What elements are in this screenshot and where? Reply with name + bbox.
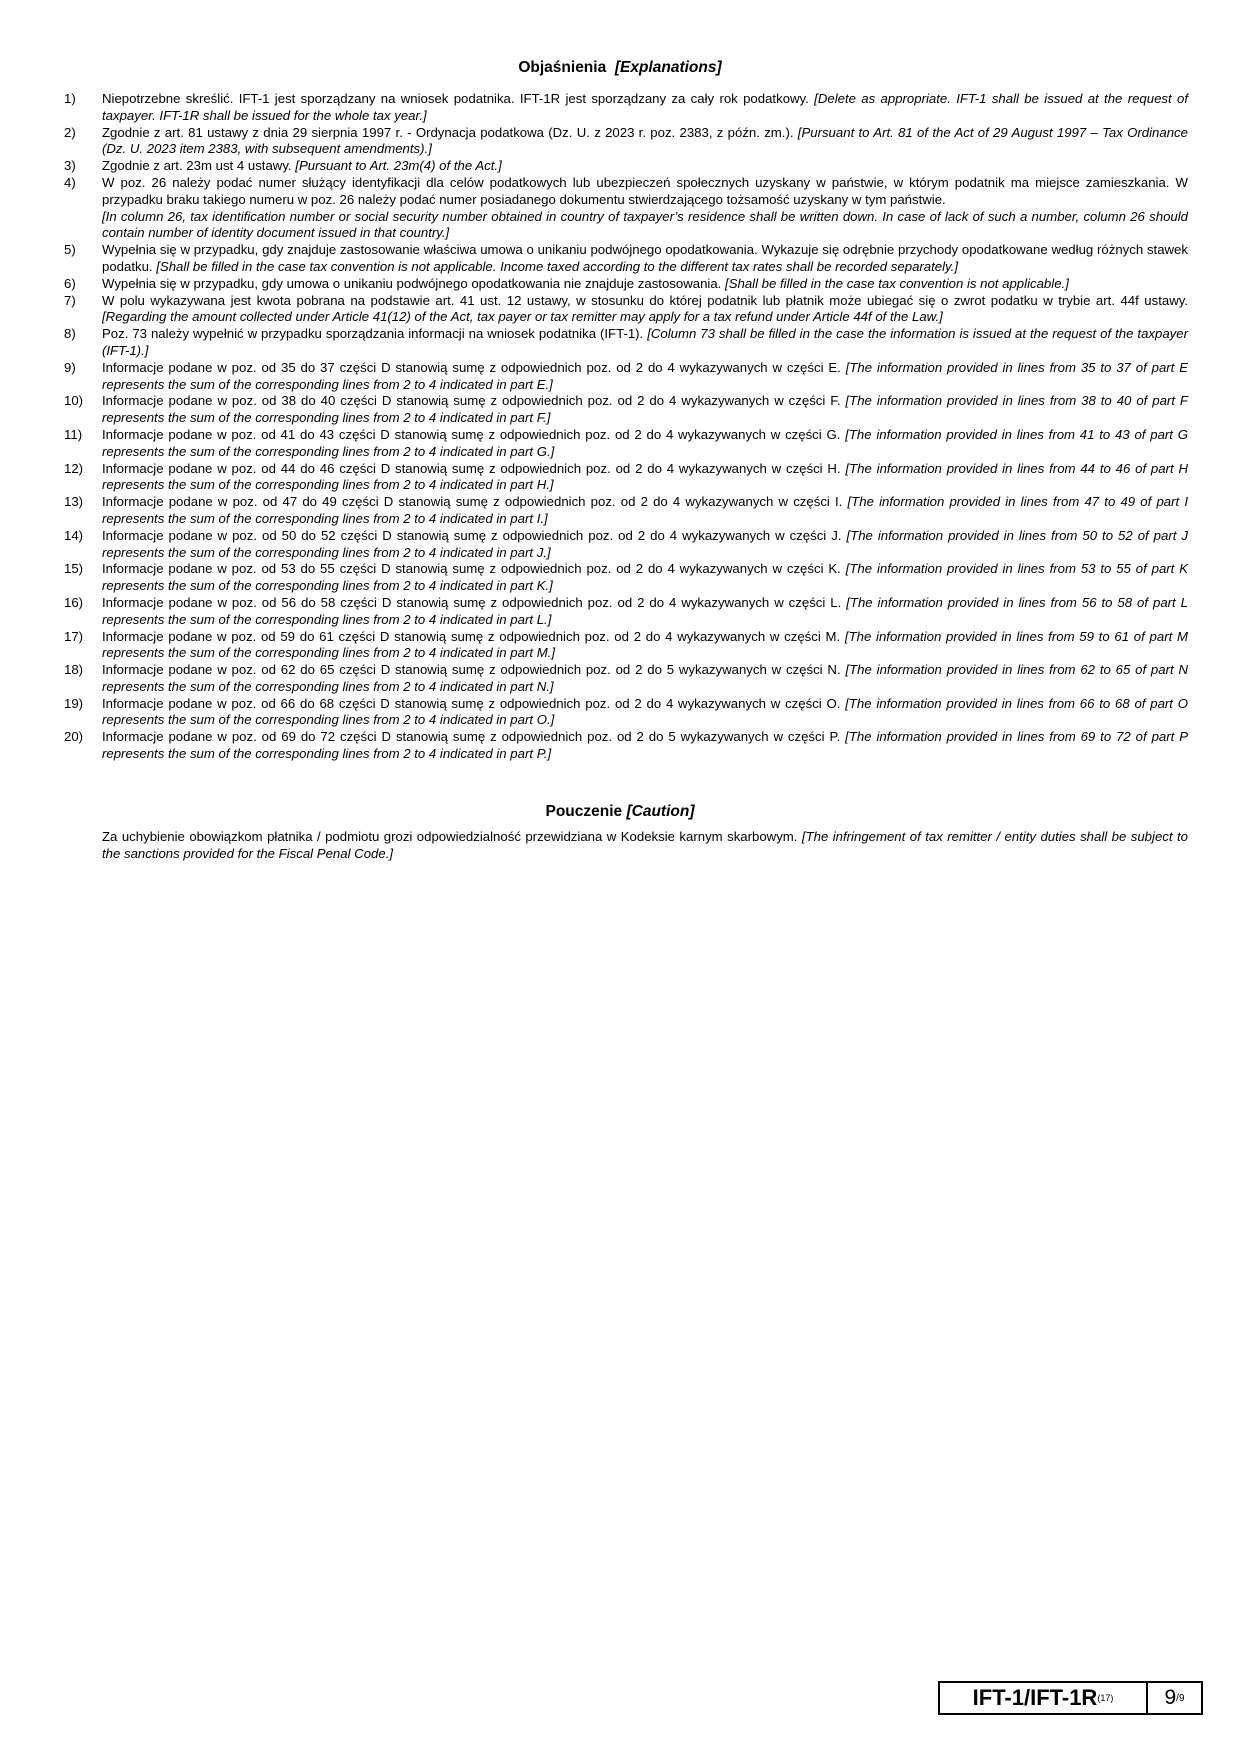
explanation-text-en: [The information provided in lines from 50 to 52 of part J represents the sum of the corresponding lines from 2 to 4 indicated in part J.] — [102, 527, 1188, 560]
explanation-text-pl: Informacje podane w poz. od 62 do 65 części D stanowią sumę z odpowiednich poz. od 2 do 5 wykazywanych w części N. — [102, 662, 841, 678]
explanation-number: 12) — [64, 460, 84, 476]
caution-text — [102, 829, 1188, 863]
caution-text-en: [The infringement of tax remitter / entity duties shall be subject to the sanctions provided for the Fiscal Penal Code.] — [102, 829, 1188, 861]
explanation-item — [64, 293, 1188, 327]
explanations-title — [0, 59, 1240, 77]
form-version: (17) — [1097, 1693, 1114, 1703]
explanation-item — [64, 91, 1188, 125]
explanation-text-en: [The information provided in lines from 56 to 58 of part L represents the sum of the corresponding lines from 2 to 4 indicated in part L.] — [102, 594, 1188, 627]
explanation-item — [64, 158, 1188, 175]
explanation-text-en: [The information provided in lines from 47 to 49 of part I represents the sum of the corresponding lines from 2 to 4 indicated in part I.] — [102, 494, 1188, 526]
explanation-number: 16) — [64, 594, 84, 610]
explanation-item — [64, 276, 1188, 293]
explanation-text-en: [The information provided in lines from 38 to 40 of part F represents the sum of the corresponding lines from 2 to 4 indicated in part F.] — [102, 393, 1188, 426]
explanation-text-en: [Regarding the amount collected under Article 41(12) of the Act, tax payer or tax remitter may apply for a tax refund under Article 44f of the Law.] — [102, 309, 943, 325]
explanation-text — [102, 175, 1188, 242]
explanation-text-pl: W poz. 26 należy podać numer służący identyfikacji dla celów podatkowych lub ubezpieczeń społecznych uzyskany w państwie, w którym podatnik ma miejsce zamieszkania. W przypadku braku takiego numeru w poz. 26 należy podać numer posiadanego dokumentu stwierdzającego tożsamość uzyskany w tym państwie. — [102, 174, 1188, 207]
explanation-text-pl: Informacje podane w poz. od 44 do 46 części D stanowią sumę z odpowiednich poz. od 2 do 4 wykazywanych w części H. — [102, 460, 841, 476]
page-total: /9 — [1176, 1692, 1185, 1704]
explanation-text-pl: W polu wykazywana jest kwota pobrana na podstawie art. 41 ust. 12 ustawy, w stosunku do której podatnik lub płatnik może ubiegać się o zwrot podatku w trybie art. 44f ustawy. — [102, 292, 1188, 308]
explanation-number: 6) — [64, 275, 76, 291]
explanation-item — [64, 561, 1188, 595]
explanation-number: 13) — [64, 494, 84, 510]
explanation-text-pl: Wypełnia się w przypadku, gdy znajduje zastosowanie właściwa umowa o unikaniu podwójnego opodatkowania. Wykazuje się odrębnie przychody opodatkowane według różnych stawek podatku. — [102, 242, 1188, 274]
explanation-text-en: [The information provided in lines from 53 to 55 of part K represents the sum of the corresponding lines from 2 to 4 indicated in part K.] — [102, 561, 1188, 594]
explanation-text — [102, 91, 1188, 125]
page-current: 9 — [1164, 1686, 1177, 1709]
page-number — [1148, 1683, 1201, 1713]
explanation-item — [64, 629, 1188, 663]
explanation-text-pl: Informacje podane w poz. od 66 do 68 części D stanowią sumę z odpowiednich poz. od 2 do 4 wykazywanych w części O. — [102, 695, 841, 711]
explanation-number: 19) — [64, 695, 84, 711]
explanation-number: 18) — [64, 662, 84, 678]
explanation-text-en: [Shall be filled in the case tax convention is not applicable.] — [725, 275, 1069, 291]
explanation-text-en: [The information provided in lines from 69 to 72 of part P represents the sum of the corresponding lines from 2 to 4 indicated in part P.] — [102, 729, 1188, 762]
explanation-text — [102, 528, 1188, 562]
explanation-text — [102, 393, 1188, 427]
explanation-text-pl: Informacje podane w poz. od 38 do 40 części D stanowią sumę z odpowiednich poz. od 2 do 4 wykazywanych w części F. — [102, 393, 841, 409]
explanation-number: 5) — [64, 242, 76, 258]
explanation-text-en: [Pursuant to Art. 23m(4) of the Act.] — [295, 158, 502, 174]
explanation-number: 9) — [64, 359, 76, 375]
caution-title-en: [Caution] — [626, 803, 695, 820]
explanation-number: 4) — [64, 174, 76, 190]
explanation-text-en: [The information provided in lines from 35 to 37 of part E represents the sum of the corresponding lines from 2 to 4 indicated in part E.] — [102, 359, 1188, 392]
caution-title-pl: Pouczenie — [545, 803, 623, 820]
explanation-text — [102, 561, 1188, 595]
explanation-text-en: [Column 73 shall be filled in the case the information is issued at the request of the taxpayer (IFT-1).] — [102, 326, 1188, 358]
explanation-number: 8) — [64, 326, 76, 342]
explanation-item — [64, 326, 1188, 360]
explanation-item — [64, 175, 1188, 242]
explanation-text-en: [The information provided in lines from 41 to 43 of part G represents the sum of the corresponding lines from 2 to 4 indicated in part G.] — [102, 426, 1188, 459]
explanation-number: 3) — [64, 158, 76, 174]
explanation-text-pl: Zgodnie z art. 23m ust 4 ustawy. — [102, 158, 292, 174]
explanation-text-pl: Informacje podane w poz. od 53 do 55 części D stanowią sumę z odpowiednich poz. od 2 do 4 wykazywanych w części K. — [102, 561, 841, 577]
explanation-text-en: [The information provided in lines from 59 to 61 of part M represents the sum of the corresponding lines from 2 to 4 indicated in part M.] — [102, 628, 1188, 661]
explanation-text-pl: Wypełnia się w przypadku, gdy umowa o unikaniu podwójnego opodatkowania nie znajduje zastosowania. — [102, 275, 722, 291]
explanation-text — [102, 595, 1188, 629]
explanation-item — [64, 393, 1188, 427]
explanation-text-pl: Informacje podane w poz. od 41 do 43 części D stanowią sumę z odpowiednich poz. od 2 do 4 wykazywanych w części G. — [102, 426, 841, 442]
explanation-number: 7) — [64, 292, 76, 308]
explanation-text — [102, 729, 1188, 763]
explanation-item — [64, 242, 1188, 276]
explanation-text-pl: Informacje podane w poz. od 47 do 49 części D stanowią sumę z odpowiednich poz. od 2 do 4 wykazywanych w części I. — [102, 494, 843, 510]
explanation-item — [64, 662, 1188, 696]
explanation-text — [102, 360, 1188, 394]
explanation-text-en: [Shall be filled in the case tax convention is not applicable. Income taxed according to the different tax rates shall be recorded separately.] — [156, 258, 958, 274]
explanation-text-pl: Informacje podane w poz. od 69 do 72 części D stanowią sumę z odpowiednich poz. od 2 do 5 wykazywanych w części P. — [102, 729, 841, 745]
explanation-text-pl: Informacje podane w poz. od 59 do 61 części D stanowią sumę z odpowiednich poz. od 2 do 4 wykazywanych w części M. — [102, 628, 841, 644]
explanation-number: 10) — [64, 393, 84, 409]
explanation-text — [102, 326, 1188, 360]
explanation-text — [102, 696, 1188, 730]
explanation-number: 20) — [64, 729, 84, 745]
explanation-text-pl: Informacje podane w poz. od 50 do 52 części D stanowią sumę z odpowiednich poz. od 2 do 4 wykazywanych w części J. — [102, 527, 842, 543]
explanation-item — [64, 461, 1188, 495]
explanation-text-pl: Poz. 73 należy wypełnić w przypadku sporządzania informacji na wniosek podatnika (IFT-1). — [102, 326, 644, 342]
explanations-title-en: [Explanations] — [614, 59, 722, 76]
explanation-number: 1) — [64, 91, 76, 106]
explanation-text-en: [The information provided in lines from 66 to 68 of part O represents the sum of the corresponding lines from 2 to 4 indicated in part O.] — [102, 695, 1188, 728]
explanation-number: 17) — [64, 628, 84, 644]
explanation-text — [102, 461, 1188, 495]
explanation-text-pl: Informacje podane w poz. od 35 do 37 części D stanowią sumę z odpowiednich poz. od 2 do 4 wykazywanych w części E. — [102, 359, 841, 375]
caution-text-pl: Za uchybienie obowiązkom płatnika / podmiotu grozi odpowiedzialność przewidziana w Kodeksie karnym skarbowym. — [102, 829, 798, 844]
explanation-text-en: [Delete as appropriate. IFT-1 shall be issued at the request of taxpayer. IFT-1R shall be issued for the whole tax year.] — [102, 91, 1188, 123]
explanation-text — [102, 276, 1188, 293]
explanation-text — [102, 494, 1188, 528]
explanation-text — [102, 662, 1188, 696]
explanation-text — [102, 242, 1188, 276]
explanation-text-en: [The information provided in lines from 44 to 46 of part H represents the sum of the corresponding lines from 2 to 4 indicated in part H.] — [102, 460, 1189, 493]
explanation-text-pl: Niepotrzebne skreślić. IFT-1 jest sporządzany na wniosek podatnika. IFT-1R jest sporządzany za cały rok podatkowy. — [102, 91, 809, 106]
explanation-text-pl: Informacje podane w poz. od 56 do 58 części D stanowią sumę z odpowiednich poz. od 2 do 4 wykazywanych w części L. — [102, 594, 842, 610]
explanations-list — [64, 91, 1188, 763]
explanation-text — [102, 427, 1188, 461]
explanation-item — [64, 595, 1188, 629]
caution-title — [0, 803, 1240, 821]
explanations-title-pl: Objaśnienia — [518, 59, 607, 76]
form-code — [940, 1683, 1148, 1713]
explanation-number: 11) — [64, 426, 83, 442]
explanation-number: 14) — [64, 527, 84, 543]
explanation-item — [64, 360, 1188, 394]
explanation-item — [64, 427, 1188, 461]
explanation-item — [64, 696, 1188, 730]
form-footer-box — [938, 1681, 1203, 1715]
explanation-number: 2) — [64, 124, 76, 140]
explanation-item — [64, 729, 1188, 763]
explanation-text-en: [The information provided in lines from 62 to 65 of part N represents the sum of the corresponding lines from 2 to 4 indicated in part N.] — [102, 662, 1189, 694]
form-code-label: IFT-1/IFT-1R — [972, 1685, 1098, 1710]
explanation-item — [64, 494, 1188, 528]
explanation-text — [102, 629, 1188, 663]
explanation-number: 15) — [64, 561, 84, 577]
explanation-item — [64, 528, 1188, 562]
explanation-text-pl: Zgodnie z art. 81 ustawy z dnia 29 sierpnia 1997 r. - Ordynacja podatkowa (Dz. U. z 2023 r. poz. 2383, z późn. zm.). — [102, 124, 794, 140]
explanation-text — [102, 125, 1188, 159]
explanation-item — [64, 125, 1188, 159]
explanation-text — [102, 158, 1188, 175]
explanation-text — [102, 293, 1188, 327]
explanation-text-en: [Pursuant to Art. 81 of the Act of 29 August 1997 – Tax Ordinance (Dz. U. 2023 item 2383, with subsequent amendments).] — [102, 124, 1188, 157]
explanation-text-en: [In column 26, tax identification number or social security number obtained in country of taxpayer’s residence shall be written down. In case of lack of such a number, column 26 should contain number of identity document issued in that country.] — [102, 208, 1188, 241]
